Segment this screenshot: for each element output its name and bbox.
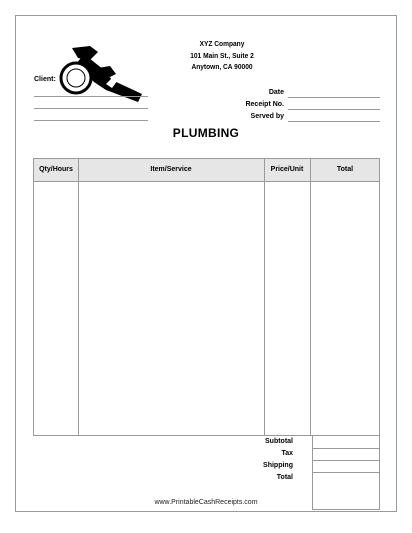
client-line-2[interactable] (34, 108, 148, 109)
items-table (33, 158, 380, 436)
receipt-page (15, 15, 397, 512)
subtotal-label: Subtotal (265, 438, 293, 445)
column-qty-hours: Qty/Hours (39, 166, 73, 173)
receipt-title: PLUMBING (172, 126, 240, 140)
company-header (180, 38, 265, 73)
receipt-no-field[interactable] (288, 109, 380, 110)
column-price-unit: Price/Unit (270, 166, 304, 173)
client-label: Client: (34, 76, 56, 83)
subtotal-field[interactable] (312, 448, 380, 449)
tax-label: Tax (281, 450, 293, 457)
client-line-3[interactable] (34, 120, 148, 121)
date-label: Date (268, 89, 284, 96)
total-field[interactable] (312, 509, 380, 510)
column-divider (78, 159, 79, 435)
wrench-icon (54, 42, 146, 110)
footer-url[interactable]: www.PrintableCashReceipts.com (154, 499, 258, 506)
tax-field[interactable] (312, 460, 380, 461)
company-name: XYZ Company (199, 39, 245, 48)
totals-box (312, 436, 380, 510)
column-divider (310, 159, 311, 435)
company-address-line1: 101 Main St., Suite 2 (190, 50, 254, 60)
company-address-line2: Anytown, CA 90000 (191, 62, 253, 71)
column-total: Total (336, 166, 354, 173)
date-field[interactable] (288, 97, 380, 98)
total-label: Total (276, 474, 293, 481)
served-by-label: Served by (250, 113, 284, 120)
receipt-no-label: Receipt No. (245, 101, 284, 108)
shipping-label: Shipping (263, 462, 293, 469)
column-item-service: Item/Service (150, 166, 192, 173)
client-line-1[interactable] (34, 96, 148, 97)
column-divider (264, 159, 265, 435)
served-by-field[interactable] (288, 121, 380, 122)
shipping-field[interactable] (312, 472, 380, 473)
